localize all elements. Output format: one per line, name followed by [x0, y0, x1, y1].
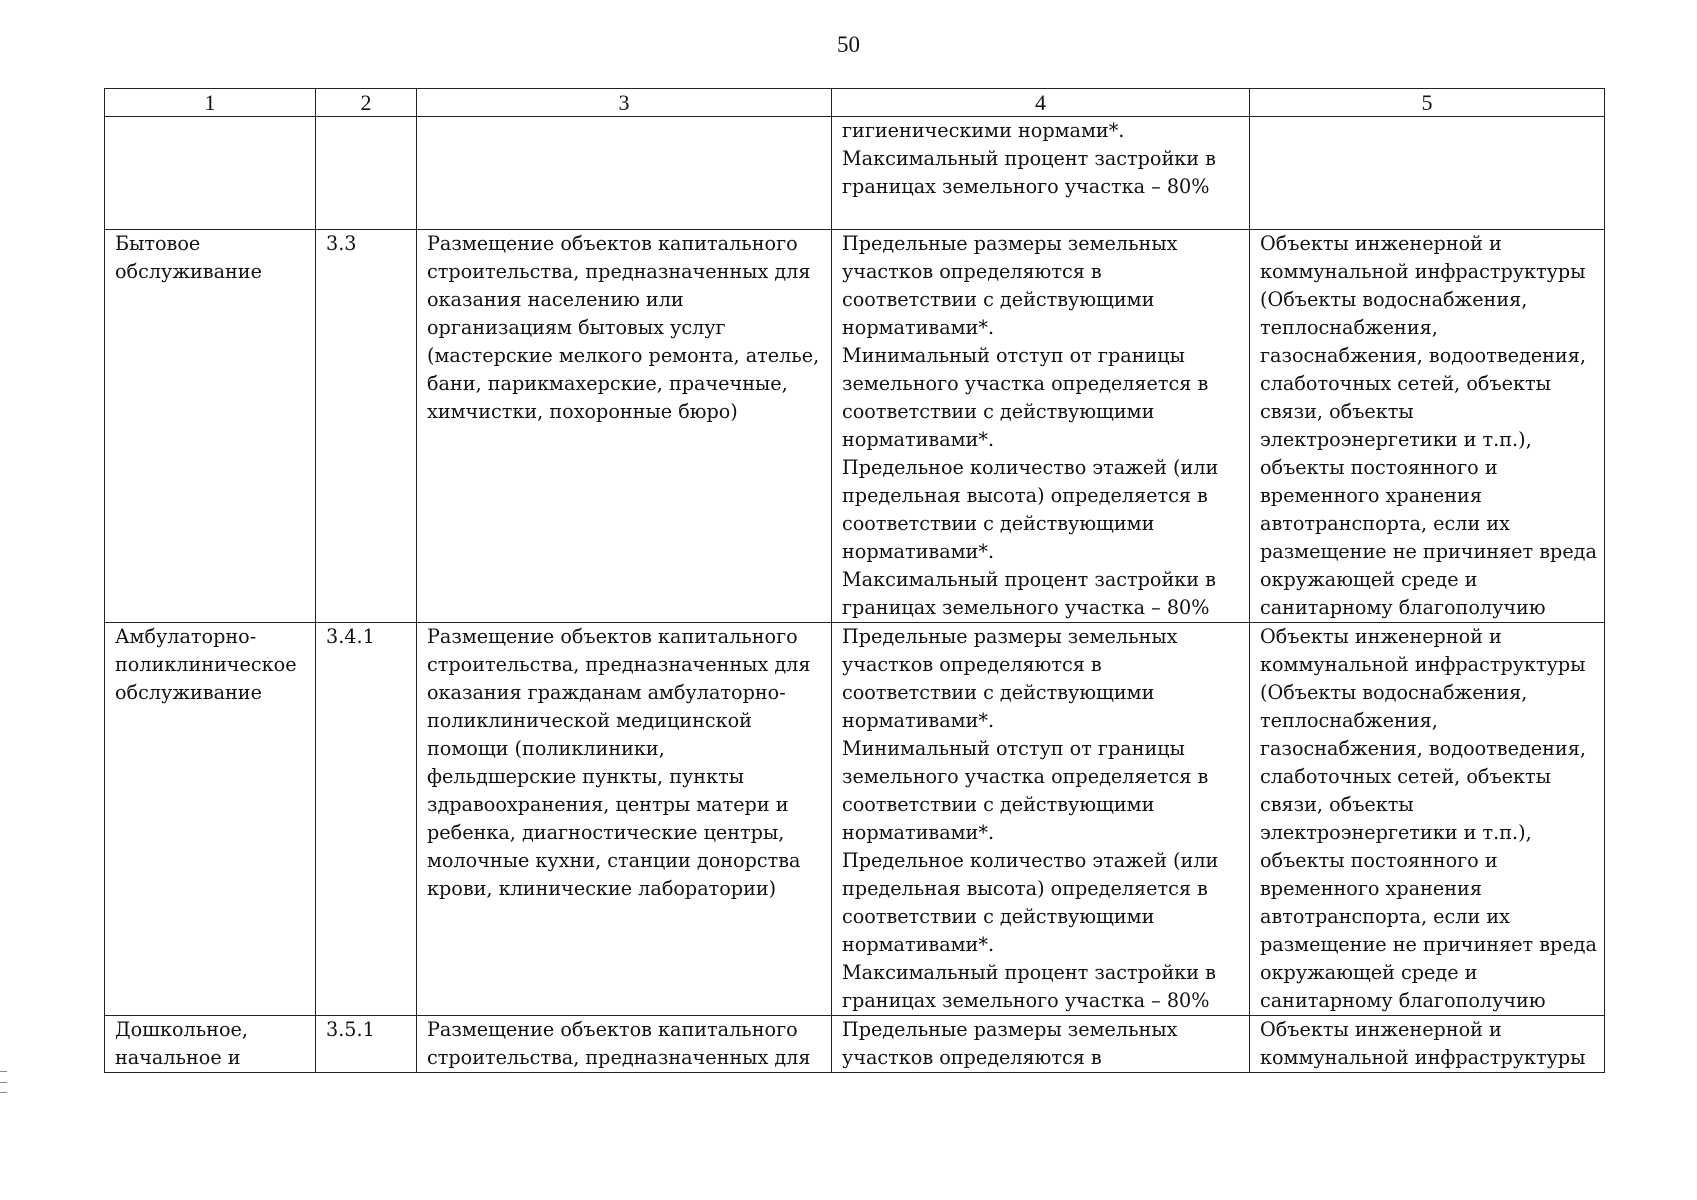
page-number: 50: [837, 32, 860, 57]
auxiliary-uses-cell-line: коммунальной инфраструктуры: [1260, 1046, 1586, 1069]
auxiliary-uses-cell-line: теплоснабжения,: [1260, 316, 1438, 339]
land-use-parameters-cell: [832, 623, 1250, 1016]
land-use-parameters-cell-line: Максимальный процент застройки в: [842, 568, 1216, 591]
land-use-parameters-cell-line: соответствии с действующими: [842, 288, 1155, 311]
land-use-parameters-cell-line: предельная высота) определяется в: [842, 484, 1208, 507]
auxiliary-uses-cell-line: коммунальной инфраструктуры: [1260, 260, 1586, 283]
land-use-description-cell-line: организациям бытовых услуг: [427, 316, 726, 339]
land-use-parameters-cell-line: соответствии с действующими: [842, 512, 1155, 535]
auxiliary-uses-cell-line: связи, объекты: [1260, 793, 1414, 816]
auxiliary-uses-cell-line: окружающей среде и: [1260, 961, 1478, 984]
auxiliary-uses-cell: [1250, 117, 1605, 230]
auxiliary-uses-cell-line: связи, объекты: [1260, 400, 1414, 423]
land-use-description-cell-line: (мастерские мелкого ремонта, ателье,: [427, 344, 820, 367]
land-use-description-cell-line: строительства, предназначенных для: [427, 653, 811, 676]
land-use-parameters-cell-line: Минимальный отступ от границы: [842, 344, 1185, 367]
land-use-description-cell-line: Размещение объектов капитального: [427, 625, 798, 648]
table-row: [105, 1016, 1605, 1073]
header-row: [105, 89, 1605, 117]
land-use-name-cell-line: начальное и: [115, 1046, 241, 1069]
land-use-description-cell-line: молочные кухни, станции донорства: [427, 849, 801, 872]
land-use-description-cell-line: строительства, предназначенных для: [427, 260, 811, 283]
auxiliary-uses-cell-line: газоснабжения, водоотведения,: [1260, 737, 1586, 760]
land-use-parameters-cell-line: соответствии с действующими: [842, 681, 1155, 704]
land-use-table: [104, 88, 1605, 1073]
land-use-parameters-cell-line: Предельные размеры земельных: [842, 625, 1178, 648]
scan-mark: [0, 1082, 7, 1083]
land-use-code-cell: 3.3: [316, 230, 417, 623]
land-use-description-cell-line: здравоохранения, центры матери и: [427, 793, 789, 816]
auxiliary-uses-cell-line: Объекты инженерной и: [1260, 1018, 1502, 1041]
land-use-name-cell-line: Бытовое: [115, 232, 201, 255]
table-row: [105, 623, 1605, 1016]
auxiliary-uses-cell-line: электроэнергетики и т.п.),: [1260, 821, 1532, 844]
land-use-description-cell: [417, 623, 832, 1016]
land-use-description-cell: [417, 1016, 832, 1073]
auxiliary-uses-cell-line: автотранспорта, если их: [1260, 512, 1510, 535]
land-use-name-cell-line: поликлиническое: [115, 653, 297, 676]
land-use-description-cell-line: помощи (поликлиники,: [427, 737, 665, 760]
land-use-description-cell-line: строительства, предназначенных для: [427, 1046, 811, 1069]
auxiliary-uses-cell-line: временного хранения: [1260, 877, 1482, 900]
land-use-parameters-cell: [832, 230, 1250, 623]
land-use-code-cell: [316, 117, 417, 230]
header-cell-col-3: 3: [417, 89, 832, 117]
land-use-description-cell-line: химчистки, похоронные бюро): [427, 400, 738, 423]
land-use-code-cell: 3.4.1: [316, 623, 417, 1016]
land-use-description-cell-line: крови, клинические лаборатории): [427, 877, 777, 900]
auxiliary-uses-cell-line: санитарному благополучию: [1260, 596, 1546, 619]
auxiliary-uses-cell-line: временного хранения: [1260, 484, 1482, 507]
auxiliary-uses-cell: [1250, 1016, 1605, 1073]
land-use-parameters-cell-line: Предельные размеры земельных: [842, 1018, 1178, 1041]
land-use-parameters-cell-line: границах земельного участка – 80%: [842, 596, 1210, 619]
land-use-description-cell-line: Размещение объектов капитального: [427, 1018, 798, 1041]
land-use-parameters-cell-line: земельного участка определяется в: [842, 372, 1209, 395]
land-use-parameters-cell-line: Предельные размеры земельных: [842, 232, 1178, 255]
land-use-parameters-cell-line: нормативами*.: [842, 316, 995, 339]
header-cell-col-2: 2: [316, 89, 417, 117]
land-use-parameters-cell-line: участков определяются в: [842, 1046, 1102, 1069]
land-use-parameters-cell-line: соответствии с действующими: [842, 400, 1155, 423]
land-use-parameters-cell-line: участков определяются в: [842, 653, 1102, 676]
land-use-parameters-cell-line: земельного участка определяется в: [842, 765, 1209, 788]
scan-mark: [0, 1071, 7, 1072]
scan-mark: [0, 1092, 7, 1093]
land-use-name-cell-line: обслуживание: [115, 681, 262, 704]
land-use-description-cell-line: оказания населению или: [427, 288, 684, 311]
auxiliary-uses-cell-line: газоснабжения, водоотведения,: [1260, 344, 1586, 367]
land-use-name-cell-line: обслуживание: [115, 260, 262, 283]
auxiliary-uses-cell-line: размещение не причиняет вреда: [1260, 540, 1597, 563]
land-use-parameters-cell: [832, 1016, 1250, 1073]
auxiliary-uses-cell-line: Объекты инженерной и: [1260, 232, 1502, 255]
land-use-name-cell-line: Амбулаторно-: [115, 625, 257, 648]
land-use-description-cell-line: Размещение объектов капитального: [427, 232, 798, 255]
auxiliary-uses-cell: [1250, 623, 1605, 1016]
auxiliary-uses-cell: [1250, 230, 1605, 623]
auxiliary-uses-cell-line: санитарному благополучию: [1260, 989, 1546, 1012]
auxiliary-uses-cell-line: электроэнергетики и т.п.),: [1260, 428, 1532, 451]
land-use-description-cell-line: поликлинической медицинской: [427, 709, 752, 732]
land-use-description-cell-line: фельдшерские пункты, пункты: [427, 765, 744, 788]
land-use-parameters-cell-line: предельная высота) определяется в: [842, 877, 1208, 900]
land-use-name-cell: [105, 1016, 316, 1073]
land-use-parameters-cell-line: соответствии с действующими: [842, 793, 1155, 816]
land-use-parameters-cell-line: нормативами*.: [842, 428, 995, 451]
auxiliary-uses-cell-line: коммунальной инфраструктуры: [1260, 653, 1586, 676]
land-use-parameters-cell-line: нормативами*.: [842, 709, 995, 732]
land-use-parameters-cell-line: границах земельного участка – 80%: [842, 989, 1210, 1012]
auxiliary-uses-cell-line: размещение не причиняет вреда: [1260, 933, 1597, 956]
land-use-description-cell: [417, 230, 832, 623]
land-use-parameters-cell-line: Максимальный процент застройки в: [842, 147, 1216, 170]
land-use-parameters-cell-line: соответствии с действующими: [842, 905, 1155, 928]
land-use-description-cell-line: ребенка, диагностические центры,: [427, 821, 785, 844]
auxiliary-uses-cell-line: слаботочных сетей, объекты: [1260, 372, 1551, 395]
land-use-name-cell-line: Дошкольное,: [115, 1018, 248, 1041]
land-use-parameters-cell-line: Предельное количество этажей (или: [842, 456, 1219, 479]
auxiliary-uses-cell-line: объекты постоянного и: [1260, 456, 1498, 479]
land-use-parameters-cell-line: границах земельного участка – 80%: [842, 175, 1210, 198]
table-row: [105, 117, 1605, 230]
auxiliary-uses-cell-line: (Объекты водоснабжения,: [1260, 681, 1528, 704]
land-use-parameters-cell-line: нормативами*.: [842, 540, 995, 563]
table-row: [105, 230, 1605, 623]
land-use-description-cell-line: оказания гражданам амбулаторно-: [427, 681, 786, 704]
land-use-description-cell-line: бани, парикмахерские, прачечные,: [427, 372, 788, 395]
header-cell-col-5: 5: [1250, 89, 1605, 117]
land-use-parameters-cell-line: участков определяются в: [842, 260, 1102, 283]
land-use-name-cell: [105, 117, 316, 230]
header-cell-col-4: 4: [832, 89, 1250, 117]
land-use-name-cell: [105, 623, 316, 1016]
auxiliary-uses-cell-line: окружающей среде и: [1260, 568, 1478, 591]
auxiliary-uses-cell-line: автотранспорта, если их: [1260, 905, 1510, 928]
land-use-parameters-cell-line: нормативами*.: [842, 821, 995, 844]
auxiliary-uses-cell-line: (Объекты водоснабжения,: [1260, 288, 1528, 311]
auxiliary-uses-cell-line: слаботочных сетей, объекты: [1260, 765, 1551, 788]
header-cell-col-1: 1: [105, 89, 316, 117]
land-use-description-cell: [417, 117, 832, 230]
land-use-parameters-cell-line: Максимальный процент застройки в: [842, 961, 1216, 984]
land-use-parameters-cell-line: гигиеническими нормами*.: [842, 119, 1125, 142]
land-use-parameters-cell-line: нормативами*.: [842, 933, 995, 956]
auxiliary-uses-cell-line: объекты постоянного и: [1260, 849, 1498, 872]
land-use-code-cell: 3.5.1: [316, 1016, 417, 1073]
land-use-name-cell: [105, 230, 316, 623]
land-use-parameters-cell-line: Минимальный отступ от границы: [842, 737, 1185, 760]
land-use-parameters-cell: [832, 117, 1250, 230]
land-use-parameters-cell-line: Предельное количество этажей (или: [842, 849, 1219, 872]
auxiliary-uses-cell-line: Объекты инженерной и: [1260, 625, 1502, 648]
auxiliary-uses-cell-line: теплоснабжения,: [1260, 709, 1438, 732]
